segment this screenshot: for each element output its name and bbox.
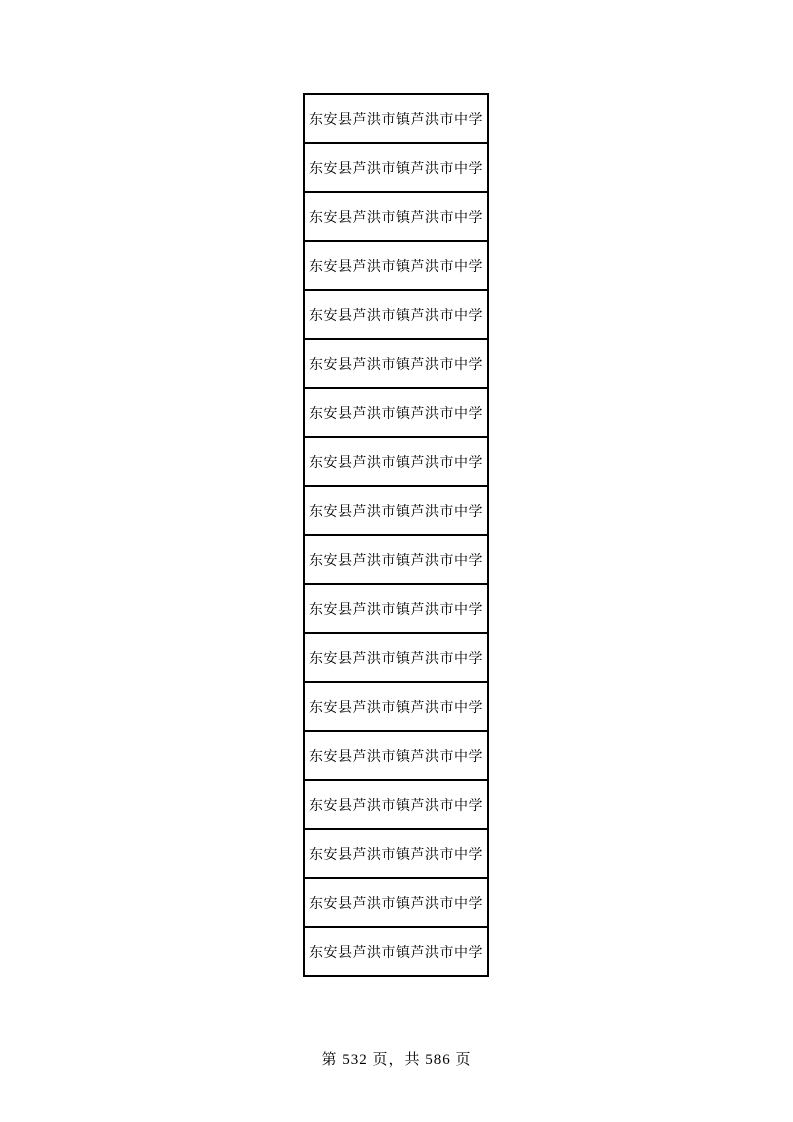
table-row	[304, 241, 488, 290]
school-name-cell: 东安县芦洪市镇芦洪市中学	[304, 290, 488, 339]
table-row	[304, 339, 488, 388]
table-row	[304, 437, 488, 486]
table-row	[304, 290, 488, 339]
school-name-cell: 东安县芦洪市镇芦洪市中学	[304, 192, 488, 241]
table-row	[304, 682, 488, 731]
table-row	[304, 780, 488, 829]
table-row	[304, 535, 488, 584]
school-name-cell: 东安县芦洪市镇芦洪市中学	[304, 388, 488, 437]
table-row	[304, 192, 488, 241]
school-name-cell: 东安县芦洪市镇芦洪市中学	[304, 829, 488, 878]
table-row	[304, 829, 488, 878]
table-row	[304, 878, 488, 927]
table-row	[304, 633, 488, 682]
school-name-cell: 东安县芦洪市镇芦洪市中学	[304, 780, 488, 829]
table-row	[304, 388, 488, 437]
school-name-cell: 东安县芦洪市镇芦洪市中学	[304, 486, 488, 535]
table-row	[304, 927, 488, 976]
school-name-cell: 东安县芦洪市镇芦洪市中学	[304, 241, 488, 290]
table-row	[304, 143, 488, 192]
page-number-text: 第 532 页，共 586 页	[321, 1052, 472, 1068]
school-name-cell: 东安县芦洪市镇芦洪市中学	[304, 94, 488, 143]
school-name-cell: 东安县芦洪市镇芦洪市中学	[304, 437, 488, 486]
school-name-cell: 东安县芦洪市镇芦洪市中学	[304, 682, 488, 731]
school-table-body	[304, 94, 488, 976]
page-footer	[0, 1050, 793, 1070]
school-name-cell: 东安县芦洪市镇芦洪市中学	[304, 731, 488, 780]
school-name-cell: 东安县芦洪市镇芦洪市中学	[304, 878, 488, 927]
table-row	[304, 94, 488, 143]
school-name-cell: 东安县芦洪市镇芦洪市中学	[304, 633, 488, 682]
table-row	[304, 584, 488, 633]
table-row	[304, 731, 488, 780]
school-name-cell: 东安县芦洪市镇芦洪市中学	[304, 584, 488, 633]
school-name-cell: 东安县芦洪市镇芦洪市中学	[304, 535, 488, 584]
table-row	[304, 486, 488, 535]
school-name-cell: 东安县芦洪市镇芦洪市中学	[304, 927, 488, 976]
school-list-table	[303, 93, 489, 977]
school-name-cell: 东安县芦洪市镇芦洪市中学	[304, 339, 488, 388]
school-name-cell: 东安县芦洪市镇芦洪市中学	[304, 143, 488, 192]
